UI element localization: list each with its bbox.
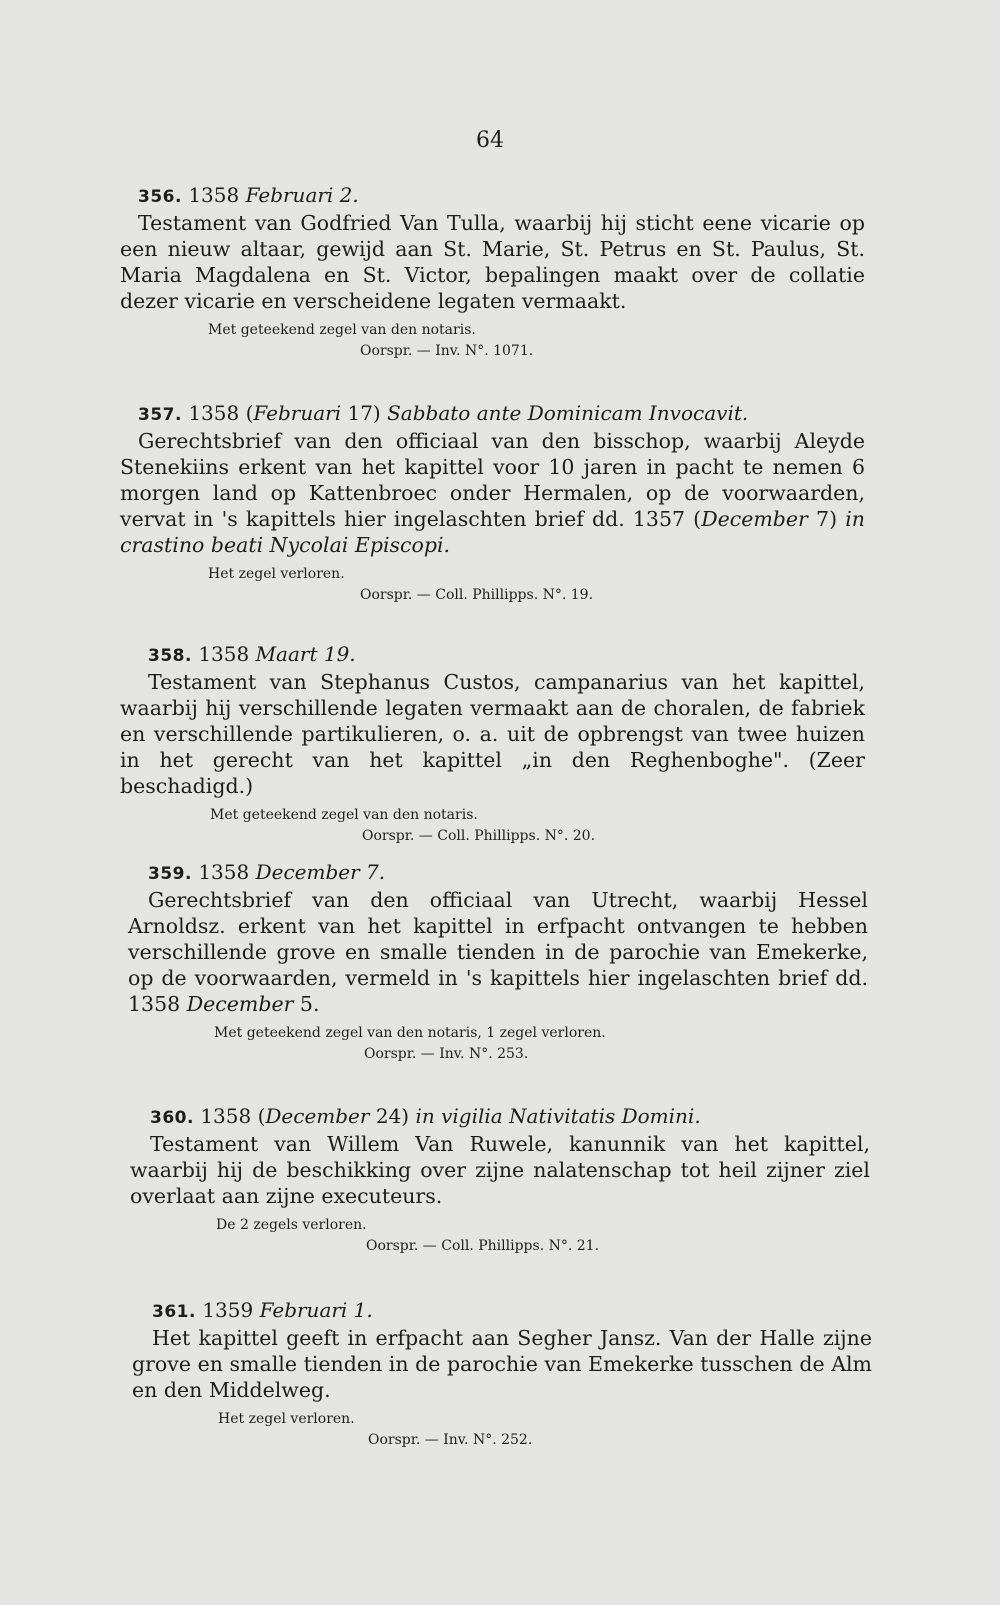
entry-date-rest: 17) <box>347 401 381 425</box>
entry-source: Oorspr. — Inv. N°. 253. <box>364 1046 529 1062</box>
entry-date-rest: 24) <box>375 1104 410 1128</box>
entry-body-italic: December <box>186 992 294 1016</box>
entry-date: 1358 ( <box>200 1104 266 1128</box>
entry-date-italic-rest: Sabbato ante Dominicam Invocavit. <box>387 401 749 425</box>
entry-number: 359. <box>148 864 192 884</box>
entry-date-italic: December 7. <box>255 860 386 884</box>
entry-body <box>120 428 865 558</box>
entry-seal: Het zegel verloren. <box>208 566 345 582</box>
entry-body <box>132 1325 872 1403</box>
entry-number: 360. <box>150 1108 194 1128</box>
entry-source: Oorspr. — Coll. Phillipps. N°. 20. <box>362 828 596 844</box>
entry-heading <box>120 182 865 210</box>
entry-date: 1358 <box>198 860 250 884</box>
entry-source: Oorspr. — Inv. N°. 252. <box>368 1432 533 1448</box>
entry-body <box>130 1131 870 1209</box>
entry-heading <box>130 1103 870 1131</box>
entry-date-italic: Maart 19. <box>255 642 356 666</box>
entry-date: 1358 ( <box>188 401 254 425</box>
entry-date-italic-rest: in vigilia Nativitatis Domini. <box>415 1104 701 1128</box>
entry-body-text: Testament van Willem Van Ruwele, kanunnik van het kapittel, waarbij hij de beschikking over zijne nalatenschap tot heil zijner ziel overlaat aan zijne executeurs. <box>130 1132 870 1208</box>
entry-body-text: Testament van Godfried Van Tulla, waarbij hij sticht eene vicarie op een nieuw altaar, gewijd aan St. Marie, St. Petrus en St. Paulus, St. Maria Magdalena en St. Victor, bepalingen maakt over de collatie dezer vicarie en verscheidene legaten vermaakt. <box>120 211 865 313</box>
entry-number: 361. <box>152 1302 196 1322</box>
entry-seal: De 2 zegels verloren. <box>216 1217 367 1233</box>
entry-body <box>120 210 865 314</box>
entry-body <box>120 669 865 799</box>
entry-date-italic: Februari <box>253 401 342 425</box>
entry-body-text: Gerechtsbrief van den officiaal van Utrecht, waarbij Hessel Arnoldsz. erkent van het kapittel in erfpacht ontvangen te hebben verschillende grove en smalle tienden in de parochie van Emekerke, op de voorwaarden, vermeld in 's kapittels hier ingelaschten brief dd. 1358 <box>128 888 868 1016</box>
entry-source: Oorspr. — Coll. Phillipps. N°. 19. <box>360 587 594 603</box>
entry-date-italic: December <box>265 1104 370 1128</box>
entry-body-italic: December <box>701 507 808 531</box>
entry-356 <box>120 182 865 362</box>
entry-heading <box>120 641 865 669</box>
entry-number: 356. <box>138 187 182 207</box>
entry-date-italic: Februari 2. <box>245 183 359 207</box>
entry-seal: Met geteekend zegel van den notaris, 1 zegel verloren. <box>214 1025 606 1041</box>
entry-body-italic-rest: in crastino beati Nycolai Episcopi. <box>120 507 865 557</box>
entry-heading <box>132 1297 872 1325</box>
entry-source: Oorspr. — Inv. N°. 1071. <box>360 343 534 359</box>
entry-358 <box>120 641 865 847</box>
entry-date: 1358 <box>198 642 250 666</box>
entry-360 <box>130 1103 870 1257</box>
entry-body-text: Gerechtsbrief van den officiaal van den bisschop, waarbij Aleyde Stenekiins erkent van het kapittel voor 10 jaren in pacht te nemen 6 morgen land op Kattenbroec onder Hermalen, op de voorwaarden, vervat in 's kapittels hier ingelaschten brief dd. 1357 ( <box>120 429 865 531</box>
entry-body-text-rest: 5. <box>299 992 320 1016</box>
entry-357 <box>120 400 865 606</box>
entry-seal: Het zegel verloren. <box>218 1411 355 1427</box>
entry-body-text-rest: 7) <box>816 507 838 531</box>
entry-body-text: Testament van Stephanus Custos, campanarius van het kapittel, waarbij hij verschillende legaten vermaakt aan de choralen, de fabriek en verschillende partikulieren, o. a. uit de opbrengst van twee huizen in het gerecht van het kapittel „in den Reghenboghe". (Zeer beschadigd.) <box>120 670 865 798</box>
entry-date-italic: Februari 1. <box>259 1298 373 1322</box>
entry-source: Oorspr. — Coll. Phillipps. N°. 21. <box>366 1238 600 1254</box>
entry-361 <box>132 1297 872 1451</box>
entry-heading <box>128 859 868 887</box>
entry-number: 357. <box>138 405 182 425</box>
entry-body <box>128 887 868 1017</box>
entry-359 <box>128 859 868 1065</box>
entry-body-text: Het kapittel geeft in erfpacht aan Segher Jansz. Van der Halle zijne grove en smalle tienden in de parochie van Emekerke tusschen de Alm en den Middelweg. <box>132 1326 872 1402</box>
entry-seal: Met geteekend zegel van den notaris. <box>208 322 476 338</box>
entry-date: 1358 <box>188 183 240 207</box>
entry-date: 1359 <box>202 1298 254 1322</box>
entry-number: 358. <box>148 646 192 666</box>
entry-heading <box>120 400 865 428</box>
page-number: 64 <box>476 128 504 153</box>
entry-seal: Met geteekend zegel van den notaris. <box>210 807 478 823</box>
